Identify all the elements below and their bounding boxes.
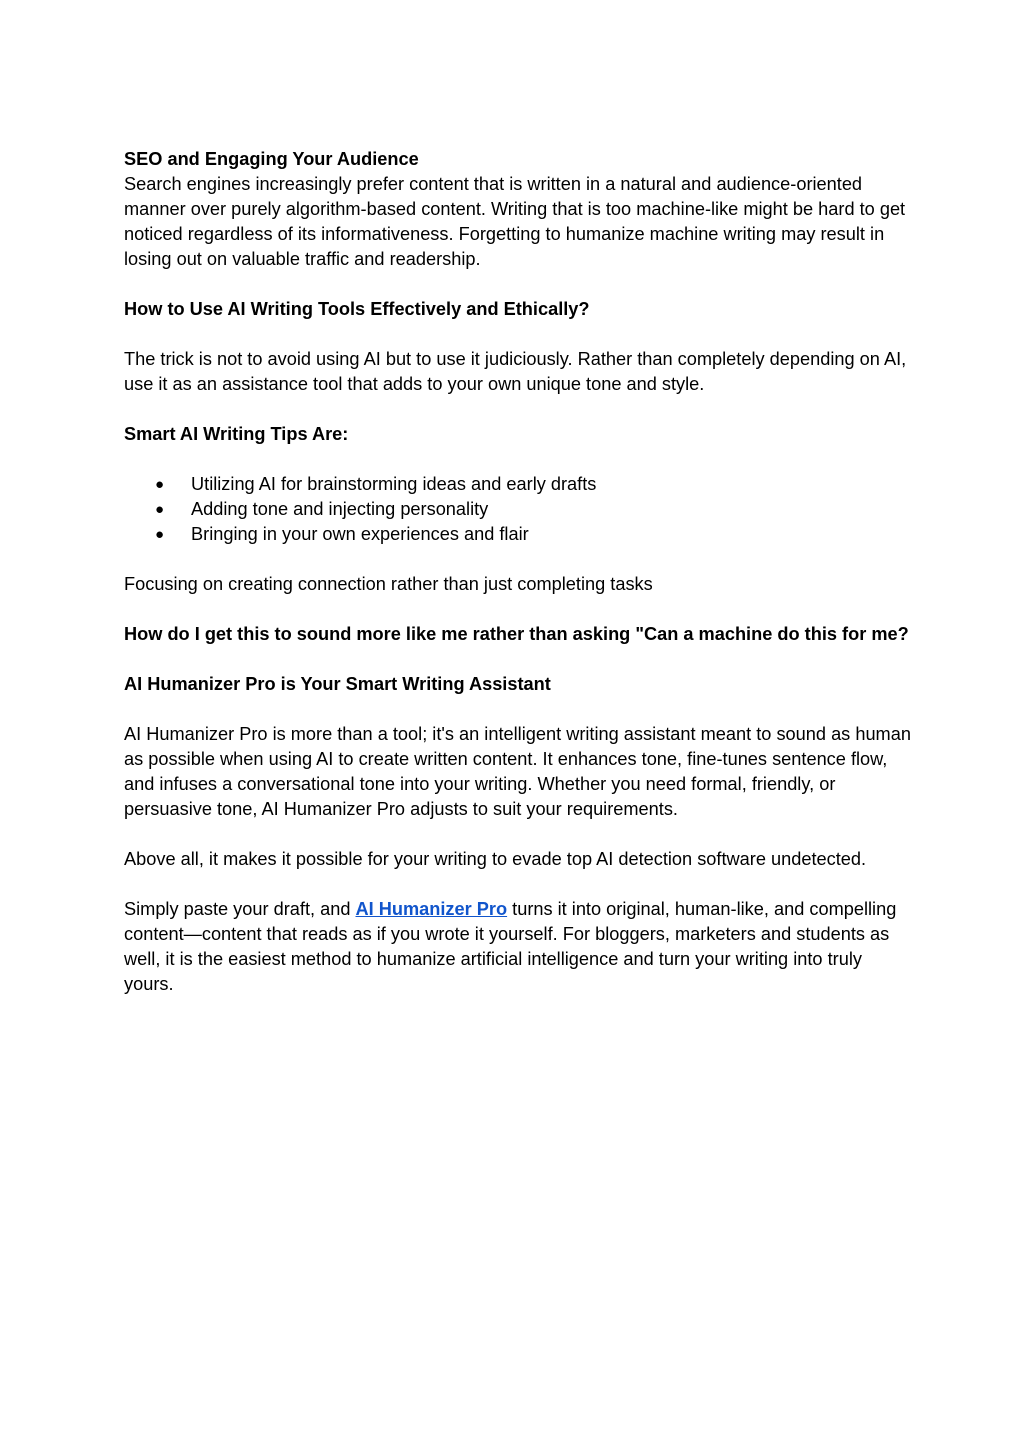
bullet-icon: ● xyxy=(155,476,165,493)
assistant-paragraph-3 xyxy=(124,897,914,997)
tips-heading: Smart AI Writing Tips Are: xyxy=(124,424,349,444)
list-item-text: Bringing in your own experiences and flair xyxy=(191,524,529,544)
bullet-icon: ● xyxy=(155,501,165,518)
seo-heading: SEO and Engaging Your Audience xyxy=(124,149,419,169)
list-item-text: Utilizing AI for brainstorming ideas and early drafts xyxy=(191,474,597,494)
list-item xyxy=(124,472,914,497)
howto-heading: How to Use AI Writing Tools Effectively and Ethically? xyxy=(124,299,590,319)
document-page xyxy=(124,147,914,997)
assistant-paragraph-1: AI Humanizer Pro is more than a tool; it's an intelligent writing assistant meant to sound as human as possible when using AI to create written content. It enhances tone, fine-tunes sentence flow, and infuses a conversational tone into your writing. Whether you need formal, friendly, or persuasive tone, AI Humanizer Pro adjusts to suit your requirements. xyxy=(124,724,911,819)
list-item-text: Adding tone and injecting personality xyxy=(191,499,489,519)
paragraph-text-after: turns it into original, human-like, and compelling content—content that reads as if you wrote it yourself. For bloggers, marketers and students as well, it is the easiest method to humanize artificial intelligence and turn your writing into truly yours. xyxy=(124,899,897,994)
bullet-icon: ● xyxy=(155,526,165,543)
list-item xyxy=(124,497,914,522)
paragraph-text-before: Simply paste your draft, and xyxy=(124,899,356,919)
tips-conclusion: Focusing on creating connection rather than just completing tasks xyxy=(124,574,653,594)
assistant-paragraph-2: Above all, it makes it possible for your writing to evade top AI detection software undetected. xyxy=(124,849,867,869)
howto-paragraph: The trick is not to avoid using AI but to use it judiciously. Rather than completely depending on AI, use it as an assistance tool that adds to your own unique tone and style. xyxy=(124,349,907,394)
ai-humanizer-pro-link[interactable]: AI Humanizer Pro xyxy=(355,899,508,919)
seo-paragraph: Search engines increasingly prefer content that is written in a natural and audience-oriented manner over purely algorithm-based content. Writing that is too machine-like might be hard to get noticed regardless of its informativeness. Forgetting to humanize machine writing may result in losing out on valuable traffic and readership. xyxy=(124,174,906,269)
list-item xyxy=(124,522,914,547)
tips-list xyxy=(124,472,914,547)
assistant-heading: AI Humanizer Pro is Your Smart Writing Assistant xyxy=(124,674,551,694)
question-heading: How do I get this to sound more like me rather than asking "Can a machine do this for me? xyxy=(124,624,909,644)
